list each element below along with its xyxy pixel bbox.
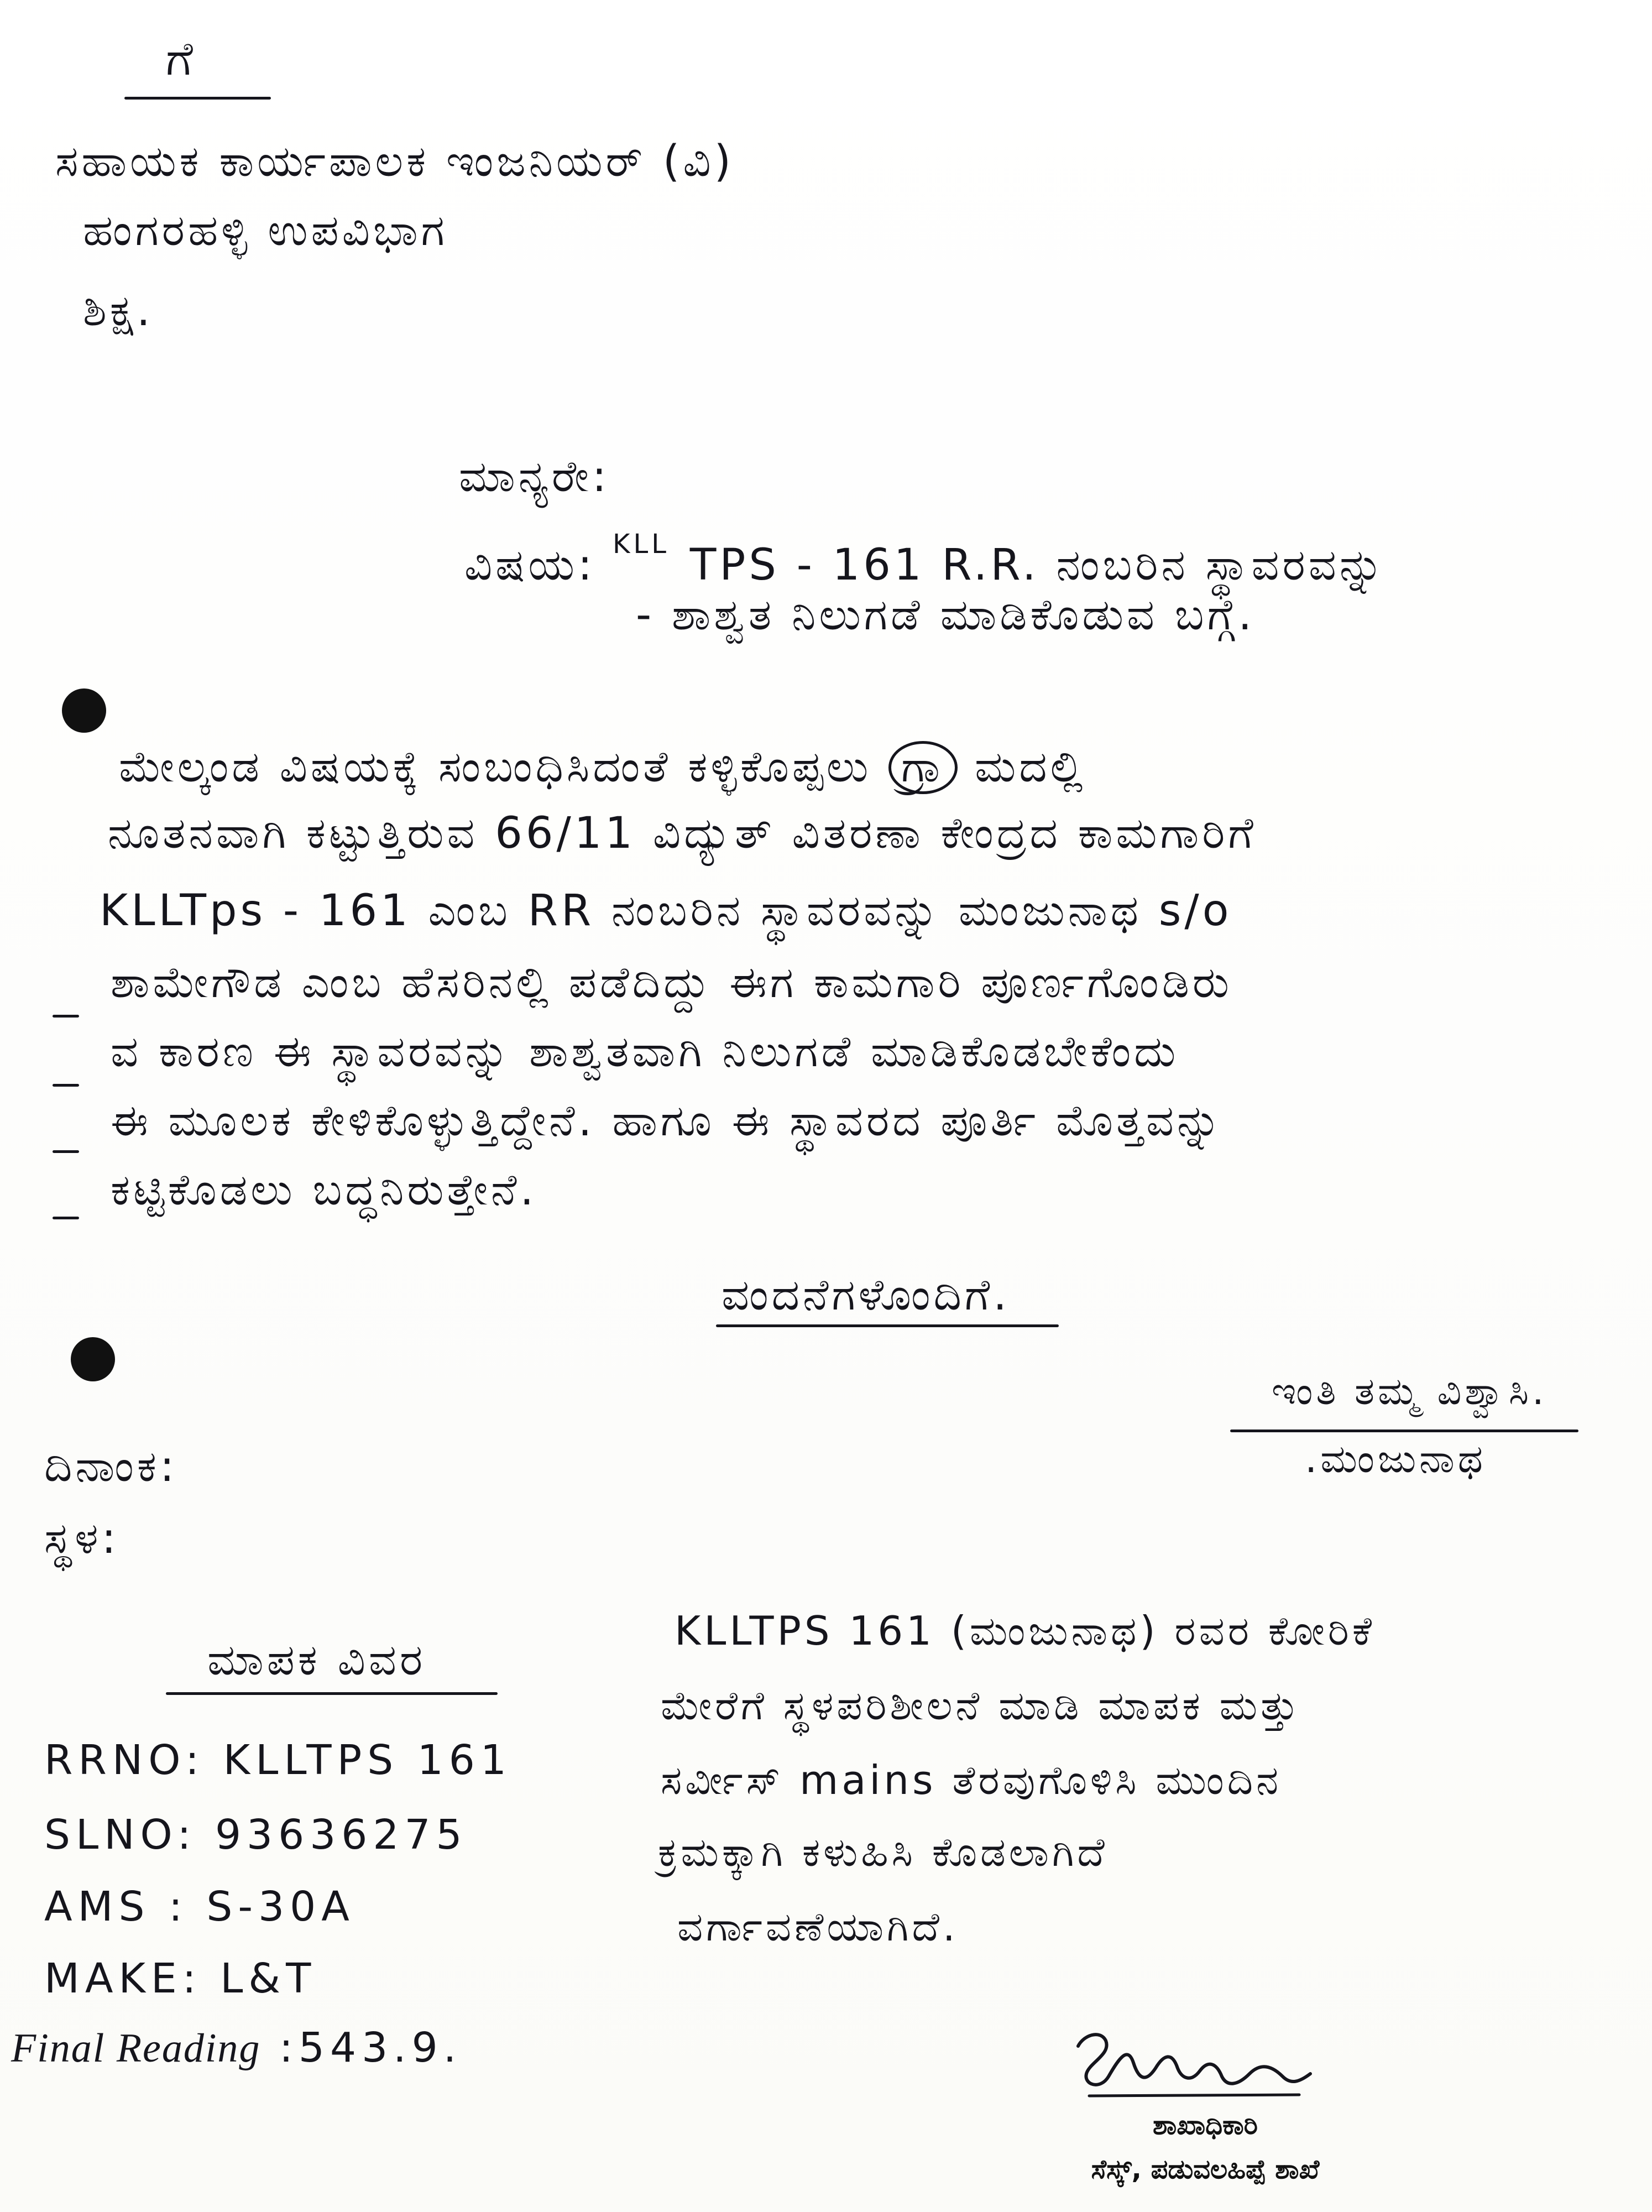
to-underline [124, 97, 271, 100]
circled-gram: ಗ್ರಾ [888, 741, 958, 794]
meter-make: MAKE: L&T [44, 1955, 317, 2002]
meter-final-reading [11, 2024, 462, 2072]
closing: ವಂದನೆಗಳೊಂದಿಗೆ. [722, 1270, 1010, 1320]
sender-line-1: ಇಂತಿ ತಮ್ಮ ವಿಶ್ವಾಸಿ. [1272, 1370, 1548, 1413]
final-reading-label: Final Reading [11, 2026, 261, 2071]
body-line-7: ಕಟ್ಟಿಕೊಡಲು ಬದ್ಧನಿರುತ್ತೇನೆ. [111, 1165, 537, 1215]
to-mark: ಗೆ [166, 32, 196, 86]
officer-title: ಶಾಖಾಧಿಕಾರಿ [1152, 2110, 1258, 2141]
sender-underline [1230, 1430, 1578, 1432]
final-reading-value: :543.9. [279, 2024, 462, 2072]
meter-details-title: ಮಾಪಕ ವಿವರ [207, 1635, 426, 1685]
punch-hole-bottom [71, 1337, 115, 1381]
officer-office: ಸೆಸ್ಕ್, ಪಡುವಲಹಿಪ್ಪೆ ಶಾಖೆ [1091, 2154, 1320, 2185]
body-line-6: ಈ ಮೂಲಕ ಕೇಳಿಕೊಳ್ಳುತ್ತಿದ್ದೇನೆ. ಹಾಗೂ ಈ ಸ್ಥಾವರದ ಪೂರ್ತಿ ಮೊತ್ತವನ್ನು [111, 1096, 1224, 1146]
recipient-place: ಶಿಕ್ಷ. [83, 286, 154, 336]
line-dash-7 [53, 1217, 79, 1219]
meter-title-underline [166, 1692, 498, 1695]
meter-ams: AMS : S-30A [44, 1883, 355, 1931]
body-line-1-post: ಮದಲ್ಲಿ [975, 742, 1086, 792]
date-label: ದಿನಾಂಕ: [44, 1442, 178, 1491]
subject-line-2: - ಶಾಶ್ವತ ನಿಲುಗಡೆ ಮಾಡಿಕೊಡುವ ಬಗ್ಗೆ. [636, 590, 1256, 640]
recipient-subdivision: ಹಂಗರಹಳ್ಳಿ ಉಪವಿಭಾಗ [83, 206, 448, 255]
line-dash-5 [53, 1084, 79, 1087]
place-label: ಸ್ಥಳ: [44, 1514, 119, 1563]
body-line-4: ಶಾಮೇಗೌಡ ಎಂಬ ಹೆಸರಿನಲ್ಲಿ ಪಡೆದಿದ್ದು ಈಗ ಕಾಮಗಾರಿ ಪೂರ್ಣಗೊಂಡಿರು [111, 958, 1232, 1008]
body-line-1-pre: ಮೇಲ್ಕಂಡ ವಿಷಯಕ್ಕೆ ಸಂಬಂಧಿಸಿದಂತೆ ಕಳ್ಳಿಕೊಪ್ಪಲು [119, 742, 872, 792]
subject-label: ವಿಷಯ: [464, 540, 596, 590]
line-dash-4 [53, 1015, 79, 1018]
officer-signature [1067, 2024, 1321, 2118]
subject-text-1: TPS - 161 R.R. ನಂಬರಿನ ಸ್ಥಾವರವನ್ನು [689, 540, 1387, 590]
punch-hole-top [62, 688, 106, 733]
closing-underline [716, 1324, 1059, 1327]
body-line-5: ವ ಕಾರಣ ಈ ಸ್ಥಾವರವನ್ನು ಶಾಶ್ವತವಾಗಿ ನಿಲುಗಡೆ ಮಾಡಿಕೊಡಬೇಕೆಂದು [111, 1027, 1179, 1077]
body-line-1 [119, 741, 1086, 794]
line-dash-6 [53, 1150, 79, 1153]
remark-line-2: ಮೇರೆಗೆ ಸ್ಥಳಪರಿಶೀಲನೆ ಮಾಡಿ ಮಾಪಕ ಮತ್ತು [661, 1682, 1301, 1729]
meter-sl-no: SLNO: 93636275 [44, 1811, 468, 1859]
recipient-designation: ಸಹಾಯಕ ಕಾರ್ಯಪಾಲಕ ಇಂಜನಿಯರ್ (ವಿ) [55, 137, 735, 186]
subject-line-1 [464, 529, 1387, 590]
remark-line-3: ಸರ್ವೀಸ್ mains ತೆರವುಗೊಳಿಸಿ ಮುಂದಿನ [661, 1757, 1282, 1803]
sender-signature-name: .ಮಂಜುನಾಥ [1305, 1436, 1486, 1481]
subject-superscript: KLL [612, 529, 670, 560]
remark-line-4: ಕ್ರಮಕ್ಕಾಗಿ ಕಳುಹಿಸಿ ಕೊಡಲಾಗಿದೆ [658, 1829, 1108, 1875]
salutation: ಮಾನ್ಯರೇ: [459, 452, 610, 502]
remark-line-1: KLLTPS 161 (ಮಂಜುನಾಥ) ರವರ ಕೋರಿಕೆ [675, 1608, 1376, 1654]
body-line-3: KLLTps - 161 ಎಂಬ RR ನಂಬರಿನ ಸ್ಥಾವರವನ್ನು ಮಂಜುನಾಥ s/o [100, 886, 1232, 936]
body-line-2: ನೂತನವಾಗಿ ಕಟ್ಟುತ್ತಿರುವ 66/11 ವಿದ್ಯುತ್ ವಿತರಣಾ ಕೇಂದ್ರದ ಕಾಮಗಾರಿಗೆ [108, 808, 1257, 858]
remark-line-5: ವರ್ಗಾವಣೆಯಾಗಿದೆ. [677, 1903, 959, 1950]
meter-rr-no: RRNO: KLLTPS 161 [44, 1736, 512, 1784]
